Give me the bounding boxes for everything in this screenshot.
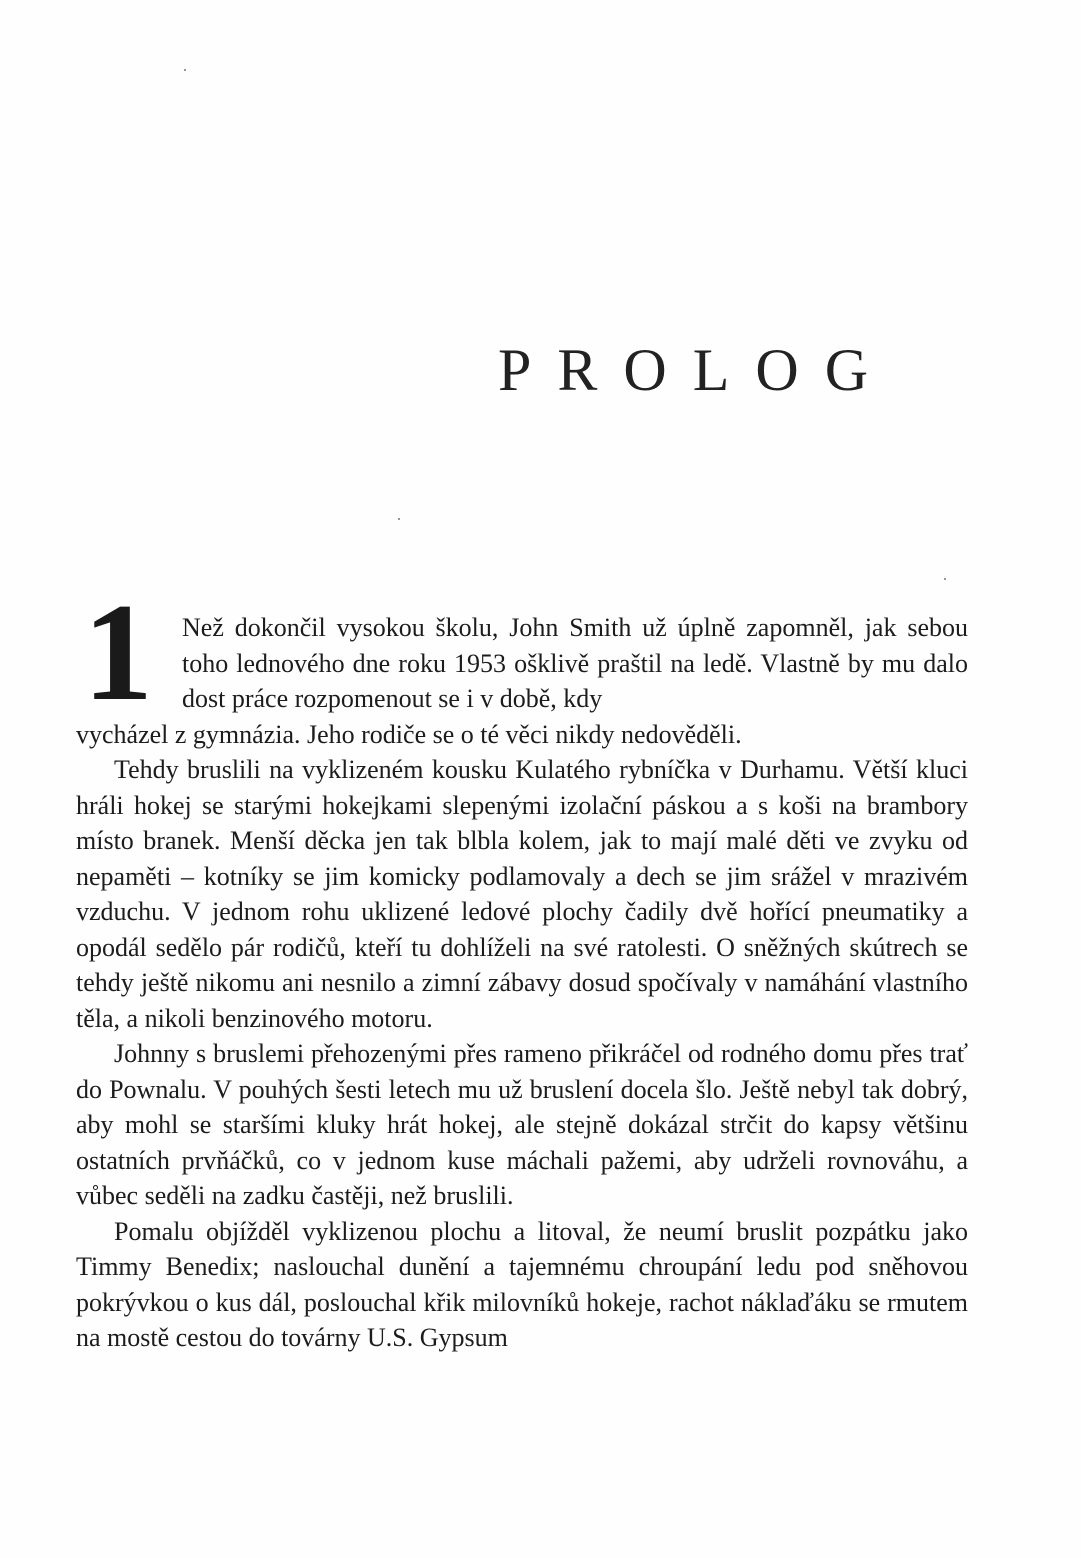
chapter-number-drop-cap: 1 bbox=[83, 575, 153, 730]
paragraph-3: Johnny s bruslemi přehozenými přes rameno přikráčel od rodného domu přes trať do Pownalu. V pouhých šesti letech mu už bruslení docela šlo. Ještě nebyl tak dobrý, aby mohl se staršími kluky hrát hokej, ale stejně dokázal strčit do kapsy většinu ostatních prvňáčků, co v jednom kuse máchali pažemi, aby udrželi rovnováhu, a vůbec seděli na zadku častěji, než bruslili. bbox=[76, 1039, 968, 1210]
paragraph-2: Tehdy bruslili na vyklizeném kousku Kulatého rybníčka v Durhamu. Větší kluci hráli hokej se starými hokejkami slepenými izolační páskou a s koši na brambory místo branek. Menší děcka jen tak blbla kolem, jak to mají malé děti ve zvyku od nepaměti – kotníky se jim komicky podlamovaly a dech se jim srážel v mrazivém vzduchu. V jednom rohu uklizené ledové plochy čadily dvě hořící pneumatiky a opodál sedělo pár rodičů, kteří tu dohlíželi na své ratolesti. O sněžných skútrech se tehdy ještě nikomu ani nesnilo a zimní zábavy dosud spočívaly v namáhání vlastního těla, a nikoli benzinového motoru. bbox=[76, 755, 968, 1033]
scan-speck bbox=[184, 69, 186, 71]
paragraph-4: Pomalu objížděl vyklizenou plochu a litoval, že neumí bruslit pozpátku jako Timmy Benedix; naslouchal dunění a tajemnému chroupání ledu pod sněhovou pokrývkou o kus dál, poslouchal křik milovníků hokeje, rachot náklaďáku se rmutem na mostě cestou do továrny U.S. Gypsum bbox=[76, 1216, 968, 1352]
chapter-body bbox=[76, 610, 968, 1356]
paragraph-1-indented: Než dokončil vysokou školu, John Smith už úplně zapomněl, jak sebou toho lednového dne roku 1953 ošklivě praštil na ledě. Vlastně by mu dalo dost práce rozpomenout se i v době, kdy bbox=[182, 613, 968, 713]
paragraph-1-continuation: vycházel z gymnázia. Jeho rodiče se o té věci nikdy nedověděli. bbox=[76, 719, 742, 749]
scan-speck bbox=[398, 518, 400, 520]
scan-speck bbox=[944, 578, 946, 580]
chapter-title: PROLOG bbox=[498, 337, 895, 403]
